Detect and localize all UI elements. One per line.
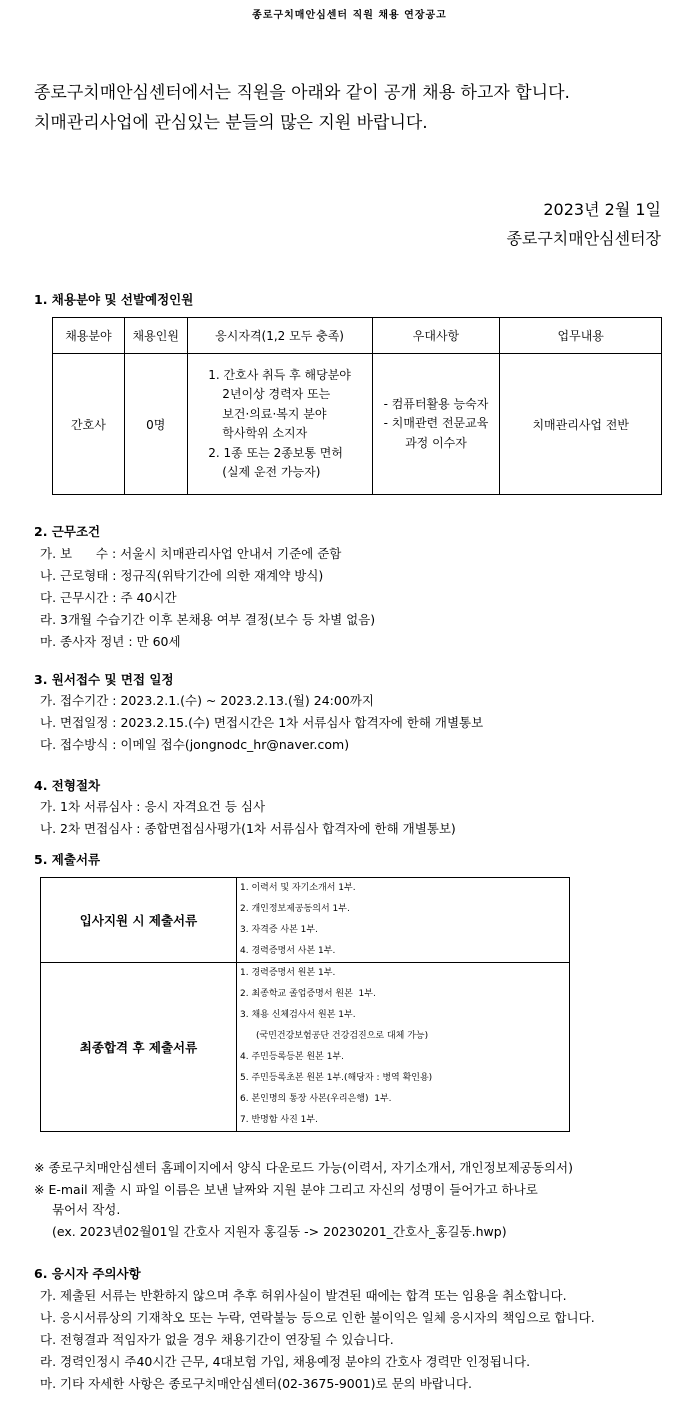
list-item: 마. 기타 자세한 사항은 종로구치매안심센터(02-3675-9001)로 문의 바랍니다. — [40, 1376, 472, 1391]
header-duty: 업무내용 — [500, 318, 662, 354]
documents-group-list — [237, 963, 570, 1132]
cell-qualification — [187, 354, 372, 495]
preference-line: 과정 이수자 — [405, 435, 467, 450]
table-row — [41, 963, 570, 1132]
list-item: 다. 접수방식 : 이메일 접수(jongnodc_hr@naver.com) — [40, 737, 350, 752]
cell-preference — [372, 354, 500, 495]
documents-group-list — [237, 878, 570, 963]
list-item: 다. 전형결과 적임자가 없을 경우 채용기간이 연장될 수 있습니다. — [40, 1332, 394, 1347]
note-line: ※ E-mail 제출 시 파일 이름은 보낸 날짜와 지원 분야 그리고 자신의 성명이 들어가고 하나로 — [34, 1182, 538, 1197]
list-item: 가. 접수기간 : 2023.2.1.(수) ~ 2023.2.13.(월) 24:00까지 — [40, 693, 374, 708]
table-row — [41, 878, 570, 963]
qualification-line: 2. 1종 또는 2종보통 면허 — [208, 445, 343, 460]
qualification-line: 학사학위 소지자 — [222, 426, 308, 440]
page-title: 종로구치매안심센터 직원 채용 연장공고 — [252, 10, 447, 21]
section6-title: 6. 응시자 주의사항 — [34, 1266, 141, 1281]
document-item: 4. 경력증명서 사본 1부. — [240, 946, 336, 956]
section3-title: 3. 원서접수 및 면접 일정 — [34, 672, 174, 687]
documents-table — [40, 877, 570, 1132]
note-line: 묶어서 작성. — [52, 1202, 121, 1217]
recruitment-table-header — [53, 318, 662, 354]
notice-issuer: 종로구치매안심센터장 — [506, 229, 661, 248]
document-item: 1. 경력증명서 원본 1부. — [240, 968, 336, 978]
list-item: 나. 2차 면접심사 : 종합면접심사평가(1차 서류심사 합격자에 한해 개별통보) — [40, 821, 456, 836]
notice-date: 2023년 2월 1일 — [543, 200, 661, 219]
note-line: (ex. 2023년02월01일 간호사 지원자 홍길동 -> 20230201_간호사_홍길동.hwp) — [52, 1224, 507, 1239]
document-item: 2. 최종학교 졸업증명서 원본 1부. — [240, 989, 376, 999]
cell-field: 간호사 — [53, 354, 125, 495]
qualification-line: 2년이상 경력자 또는 — [222, 387, 331, 401]
note-line: ※ 종로구치매안심센터 홈페이지에서 양식 다운로드 가능(이력서, 자기소개서, 개인정보제공동의서) — [34, 1160, 573, 1175]
document-item: 3. 채용 신체검사서 원본 1부. — [240, 1010, 356, 1020]
preference-line: - 치매관련 전문교육 — [383, 416, 489, 431]
documents-group-label: 최종합격 후 제출서류 — [41, 963, 237, 1132]
qualification-line: 1. 간호사 취득 후 해당분야 — [208, 367, 351, 382]
table-row — [53, 354, 662, 495]
list-item: 나. 면접일정 : 2023.2.15.(수) 면접시간은 1차 서류심사 합격자에 한해 개별통보 — [40, 715, 484, 730]
section5-title: 5. 제출서류 — [34, 852, 101, 867]
list-item: 나. 근로형태 : 정규직(위탁기간에 의한 재계약 방식) — [40, 568, 324, 583]
header-qualification: 응시자격(1,2 모두 충족) — [187, 318, 372, 354]
intro-line-1: 종로구치매안심센터에서는 직원을 아래와 같이 공개 채용 하고자 합니다. — [34, 83, 570, 103]
document-item: 6. 본인명의 통장 사본(우리은행) 1부. — [240, 1094, 392, 1104]
cell-count: 0명 — [124, 354, 187, 495]
header-preference: 우대사항 — [372, 318, 500, 354]
documents-group-label: 입사지원 시 제출서류 — [41, 878, 237, 963]
list-item: 가. 보 수 : 서울시 치매관리사업 안내서 기준에 준함 — [40, 546, 342, 561]
list-item: 라. 경력인정시 주40시간 근무, 4대보험 가입, 채용예정 분야의 간호사 경력만 인정됩니다. — [40, 1354, 531, 1369]
document-item: 1. 이력서 및 자기소개서 1부. — [240, 883, 356, 893]
document-item: 7. 반명함 사진 1부. — [240, 1115, 318, 1125]
document-item: 3. 자격증 사본 1부. — [240, 925, 318, 935]
recruitment-table — [52, 317, 662, 495]
list-item: 가. 1차 서류심사 : 응시 자격요건 등 심사 — [40, 799, 266, 814]
qualification-line: (실제 운전 가능자) — [222, 465, 321, 479]
section4-title: 4. 전형절차 — [34, 778, 101, 793]
list-item: 나. 응시서류상의 기재착오 또는 누락, 연락불능 등으로 인한 불이익은 일체 응시자의 책임으로 합니다. — [40, 1310, 595, 1325]
list-item: 가. 제출된 서류는 반환하지 않으며 추후 허위사실이 발견된 때에는 합격 또는 임용을 취소합니다. — [40, 1288, 567, 1303]
document-item: 4. 주민등록등본 원본 1부. — [240, 1052, 345, 1062]
intro-line-2: 치매관리사업에 관심있는 분들의 많은 지원 바랍니다. — [34, 113, 428, 133]
list-item: 다. 근무시간 : 주 40시간 — [40, 590, 177, 605]
document-item: 5. 주민등록초본 원본 1부.(해당자 : 병역 확인용) — [240, 1073, 433, 1083]
qualification-line: 보건·의료·복지 분야 — [222, 406, 327, 421]
document-item: (국민건강보험공단 건강검진으로 대체 가능) — [256, 1031, 429, 1041]
list-item: 마. 종사자 정년 : 만 60세 — [40, 634, 181, 649]
document-item: 2. 개인정보제공동의서 1부. — [240, 904, 350, 914]
list-item: 라. 3개월 수습기간 이후 본채용 여부 결정(보수 등 차별 없음) — [40, 612, 376, 627]
preference-line: - 컴퓨터활용 능숙자 — [383, 396, 489, 411]
header-count: 채용인원 — [124, 318, 187, 354]
section1-title: 1. 채용분야 및 선발예정인원 — [34, 292, 194, 307]
header-field: 채용분야 — [53, 318, 125, 354]
section2-title: 2. 근무조건 — [34, 524, 101, 539]
cell-duty: 치매관리사업 전반 — [500, 354, 662, 495]
